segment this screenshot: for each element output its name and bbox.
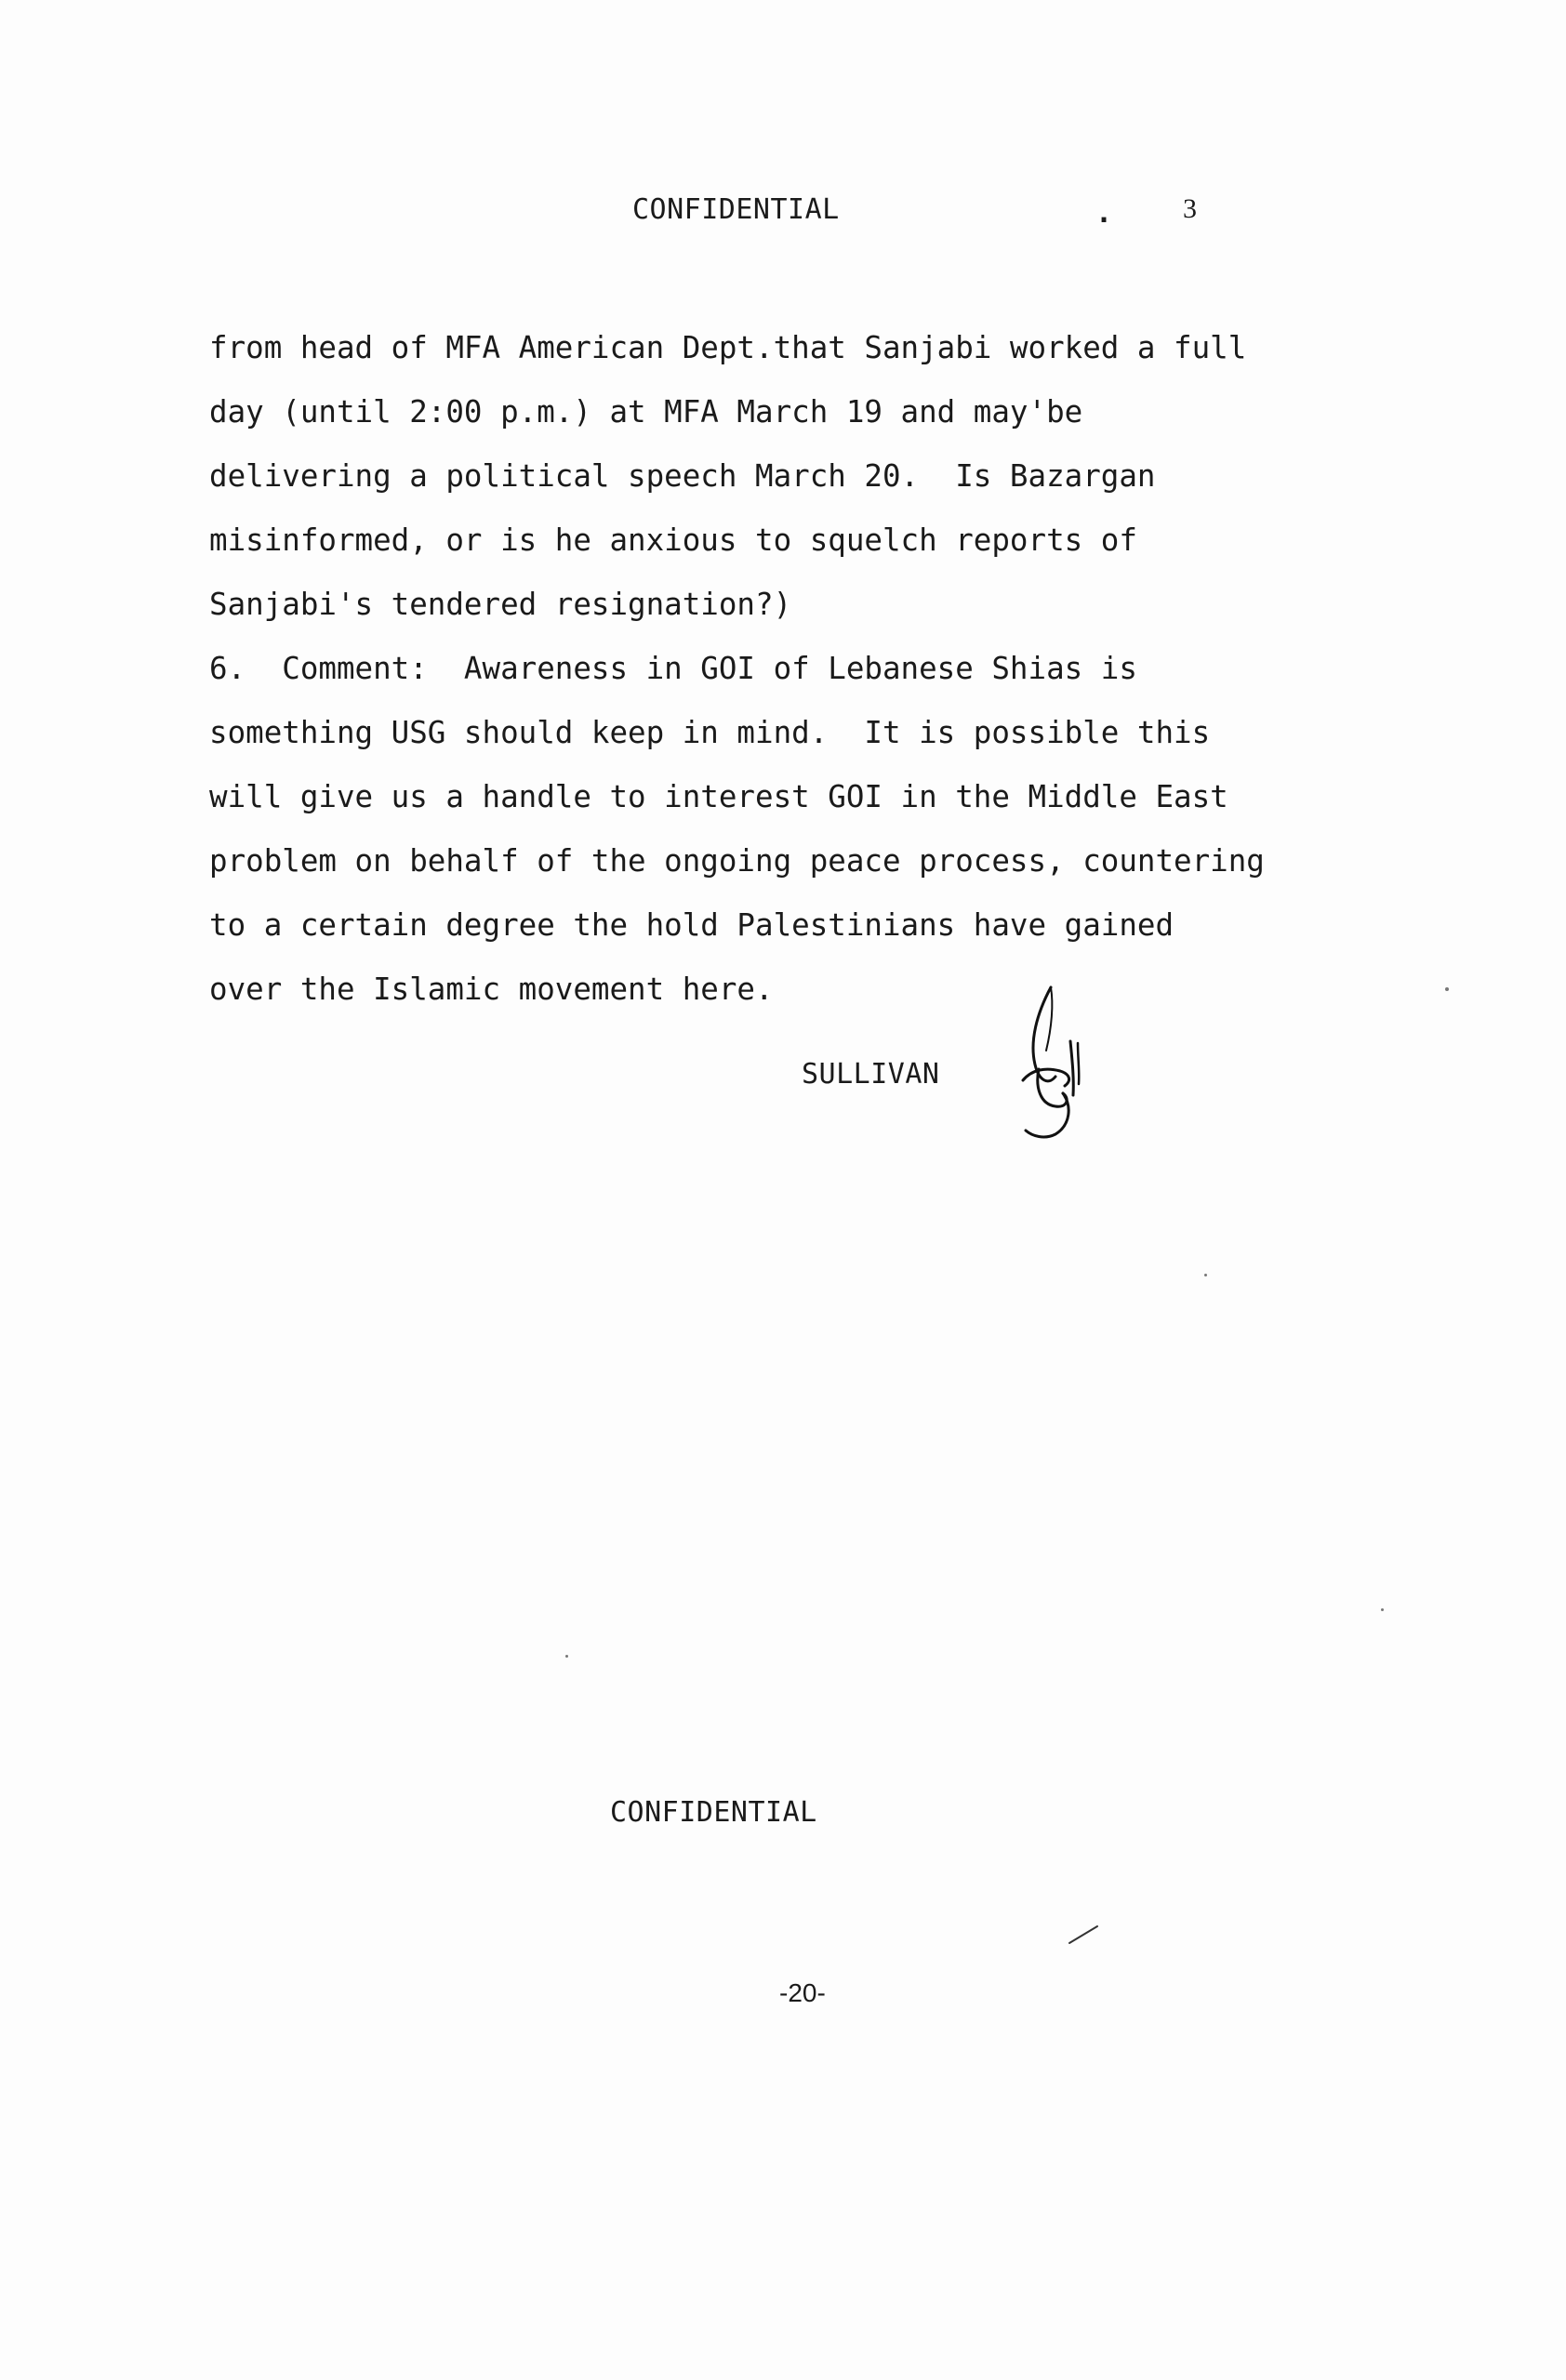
scan-speck [1445,987,1449,991]
body-line: day (until 2:00 p.m.) at MFA March 19 and may'be [209,394,1083,430]
body-line: from head of MFA American Dept.that Sanjabi worked a full [209,330,1247,365]
signature-initials [981,976,1111,1144]
sender-name: SULLIVAN [802,1058,940,1091]
body-line: misinformed, or is he anxious to squelch reports of [209,522,1137,558]
body-line: over the Islamic movement here. [209,972,774,1007]
body-line: Sanjabi's tendered resignation?) [209,587,792,622]
header-dot: . [1095,197,1113,230]
classification-footer: CONFIDENTIAL [610,1796,817,1829]
body-text [209,316,1381,1022]
stray-pen-mark [1068,1924,1099,1945]
footer-page-number: -20- [779,1978,826,2007]
scan-speck [1204,1274,1207,1276]
body-line: 6. Comment: Awareness in GOI of Lebanese Shias is [209,651,1137,686]
scan-speck [1381,1608,1384,1611]
body-line: to a certain degree the hold Palestinians have gained [209,907,1174,943]
body-line: problem on behalf of the ongoing peace process, countering [209,843,1265,879]
scan-speck [565,1655,568,1658]
body-line: delivering a political speech March 20. Is Bazargan [209,458,1156,494]
body-line: something USG should keep in mind. It is possible this [209,715,1211,750]
classification-header: CONFIDENTIAL [632,193,840,226]
header-page-number: 3 [1183,193,1197,224]
body-line: will give us a handle to interest GOI in the Middle East [209,779,1228,814]
